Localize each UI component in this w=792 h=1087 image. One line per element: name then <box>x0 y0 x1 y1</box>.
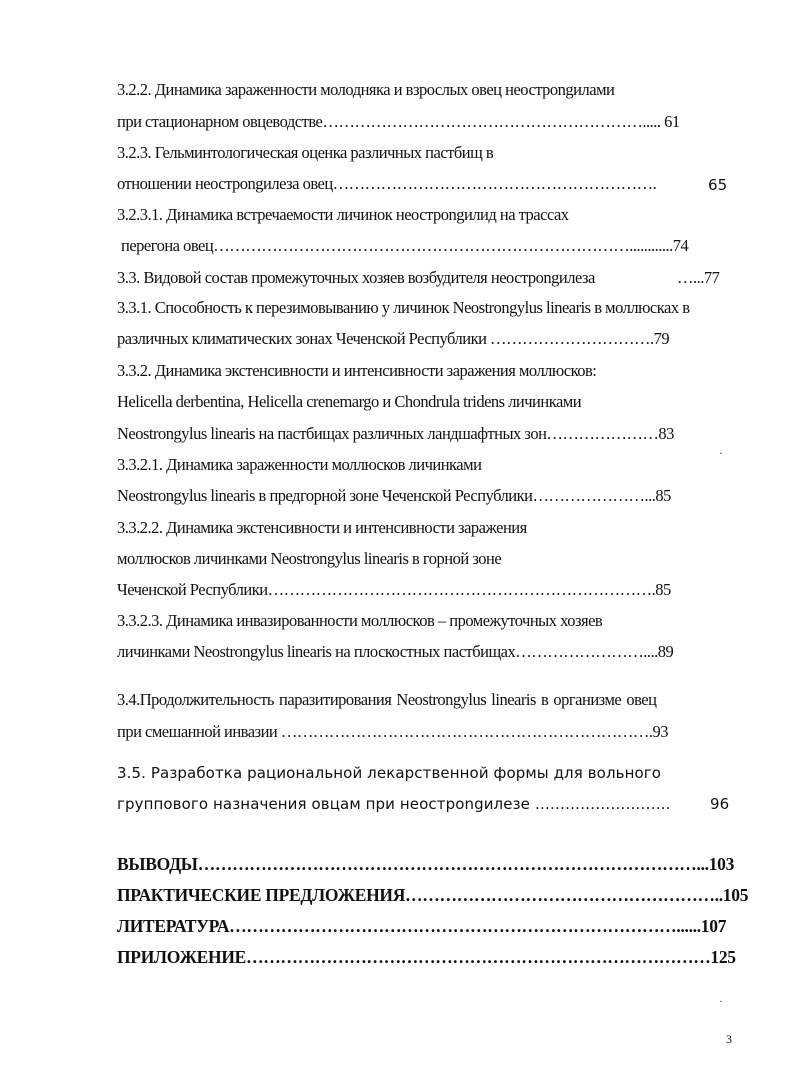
page-number: 3 <box>726 1032 732 1046</box>
toc-line-3-3-2-2-cont2: Чеченской Республики……………………………………………………………….85 <box>117 580 671 599</box>
stray-dot-bottom: · <box>719 994 723 1008</box>
toc-line-3-3-1-title: 3.3.1. Способность к перезимовыванию у личинок Neostrongylus linearis в моллюсках в <box>117 298 690 317</box>
toc-page-96: 96 <box>710 795 730 813</box>
toc-line-3-3-2-cont2: Neostrongylus linearis на пастбищах различных ландшафтных зон…………………83 <box>117 424 674 443</box>
toc-line-3-5-title: 3.5. Разработка рациональной лекарственной формы для вольного <box>117 764 662 782</box>
toc-line-3-2-3-cont: отношении неострongилеза овец……………………………………………………. <box>117 174 657 193</box>
toc-line-3-2-2-cont: при стационарном овцеводстве……………………………………………………..... 61 <box>117 112 680 131</box>
toc-page-77: …...77 <box>677 268 720 287</box>
toc-line-3-3-2-3-cont: личинками Neostrongylus linearis на плоскостных пастбищах……………………....89 <box>117 642 674 661</box>
toc-line-3-3-2-3-title: 3.3.2.3. Динамика инвазированности моллюсков – промежуточных хозяев <box>117 611 603 630</box>
stray-dot: · <box>719 446 723 460</box>
toc-appendix: ПРИЛОЖЕНИЕ………………………………………………………………………125 <box>117 947 736 967</box>
toc-line-3-3-1-cont: различных климатических зонах Чеченской Республики ………………………….79 <box>117 329 670 348</box>
toc-line-3-4-title: 3.4.Продолжительность паразитирования Neostrongylus linearis в организме овец <box>117 690 657 709</box>
toc-line-3-3-2-2-cont1: моллюсков личинками Neostrongylus linearis в горной зоне <box>117 549 502 568</box>
toc-line-3-5-cont: группового назначения овцам при неострongилезе ……………………… <box>117 795 671 813</box>
toc-line-3-3-2-1-cont: Neostrongylus linearis в предгорной зоне Чеченской Республики…………………...85 <box>117 486 671 505</box>
toc-conclusions: ВЫВОДЫ……………………………………………………………………………...103 <box>117 854 735 874</box>
toc-line-3-3-2-1-title: 3.3.2.1. Динамика зараженности моллюсков личинками <box>117 455 482 474</box>
toc-line-3-3: 3.3. Видовой состав промежуточных хозяев возбудителя неострongилеза <box>117 268 595 287</box>
toc-line-3-2-2-title: 3.2.2. Динамика зараженности молодняка и взрослых овец неострongилами <box>117 80 615 99</box>
toc-practical-proposals: ПРАКТИЧЕСКИЕ ПРЕДЛОЖЕНИЯ………………………………………………..105 <box>117 885 749 905</box>
toc-line-3-2-3-1-cont: перегона овец……………………………………………………………………............74 <box>121 236 689 255</box>
toc-literature: ЛИТЕРАТУРА……………………………………………………………………......107 <box>117 916 727 936</box>
toc-line-3-2-3-1-title: 3.2.3.1. Динамика встречаемости личинок неострongилид на трассах <box>117 205 569 224</box>
toc-line-3-3-2-2-title: 3.3.2.2. Динамика экстенсивности и интенсивности заражения <box>117 518 527 537</box>
toc-line-3-4-cont: при смешанной инвазии …………………………………………………………….93 <box>117 722 669 741</box>
toc-page-65: 65 <box>708 176 728 194</box>
toc-line-3-2-3-title: 3.2.3. Гельминтологическая оценка различных пастбищ в <box>117 143 494 162</box>
toc-line-3-3-2-cont1: Helicella derbentina, Helicella crenemargo и Chondrula tridens личинками <box>117 392 582 411</box>
toc-line-3-3-2-title: 3.3.2. Динамика экстенсивности и интенсивности заражения моллюсков: <box>117 361 597 380</box>
